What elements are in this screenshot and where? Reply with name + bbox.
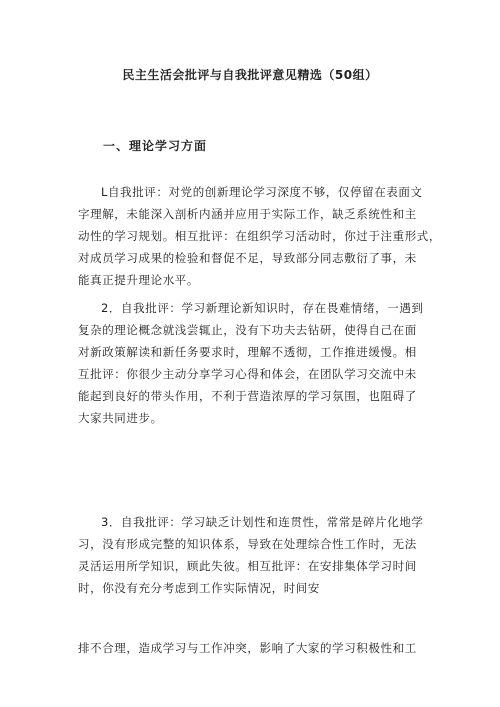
- paragraph-line: L自我批评：对党的创新理论学习深度不够，仅停留在表面文: [101, 185, 423, 199]
- paragraph-line: 字理解，未能深入剖析内涵并应用于实际工作，缺乏系统性和主: [78, 207, 417, 221]
- section-heading: 一、理论学习方面: [103, 139, 208, 153]
- paragraph-line: 习，没有形成完整的知识体系，导致在处理综合性工作时，无法: [78, 537, 417, 551]
- paragraph-line: 能起到良好的带头作用，不利于营造浓厚的学习氛围，也阻碍了: [78, 389, 417, 403]
- paragraph-3: [78, 511, 428, 599]
- paragraph-line: 互批评：你很少主动分享学习心得和体会，在团队学习交流中未: [78, 367, 417, 381]
- paragraph-1: [78, 181, 441, 291]
- paragraph-2: [78, 297, 428, 429]
- document-title: 民主生活会批评与自我批评意见精选（50组）: [122, 68, 378, 82]
- paragraph-line: 排不合理，造成学习与工作冲突，影响了大家的学习积极性和工: [78, 641, 417, 655]
- paragraph-line: 能真正提升理论水平。: [78, 273, 199, 287]
- paragraph-4: [78, 637, 428, 659]
- paragraph-line: 大家共同进步。: [78, 411, 163, 425]
- paragraph-line: 2．自我批评：学习新理论新知识时，存在畏难情绪，一遇到: [101, 301, 424, 315]
- paragraph-line: 动性的学习规划。相互批评：在组织学习活动时，你过于注重形式，: [78, 229, 441, 243]
- paragraph-line: 3．自我批评：学习缺乏计划性和连贯性，常常是碎片化地学: [101, 515, 424, 529]
- paragraph-line: 灵活运用所学知识，顾此失彼。相互批评：在安排集体学习时间: [78, 559, 417, 573]
- paragraph-line: 对成员学习成果的检验和督促不足，导致部分同志敷衍了事，未: [78, 251, 417, 265]
- paragraph-line: 复杂的理论概念就浅尝辄止，没有下功夫去钻研，使得自己在面: [78, 323, 417, 337]
- paragraph-line: 时，你没有充分考虑到工作实际情况，时间安: [78, 581, 320, 595]
- paragraph-line: 对新政策解读和新任务要求时，理解不透彻，工作推进缓慢。相: [78, 345, 417, 359]
